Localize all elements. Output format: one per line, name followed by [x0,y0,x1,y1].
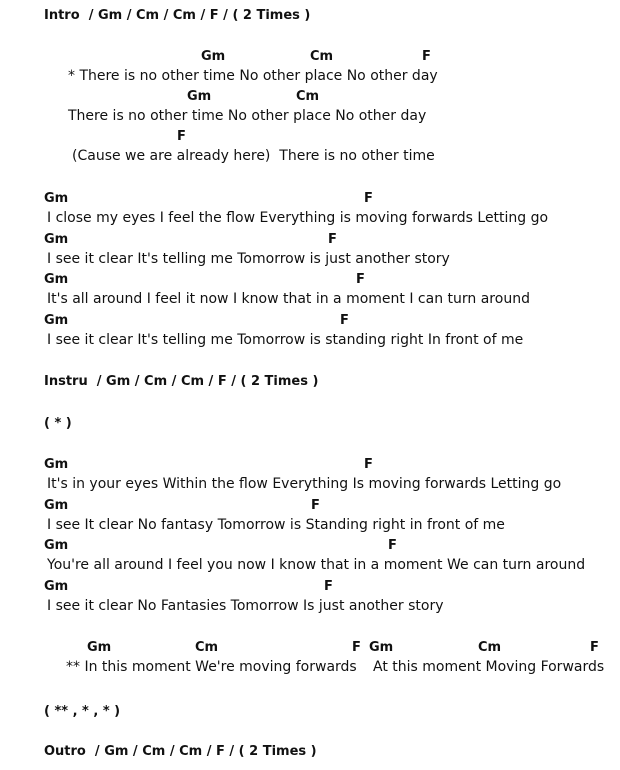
lyric-line: You're all around I feel you now I know that in a moment We can turn around [47,557,586,573]
chord-f: F [311,498,320,513]
chord-cm: Cm [195,640,219,655]
lyric-line: I close my eyes I feel the flow Everything is moving forwards Letting go [47,210,549,226]
lyric-line: I see it clear It's telling me Tomorrow is just another story [47,251,450,267]
chord-f: F [328,232,337,247]
lyric-line: I see it clear It's telling me Tomorrow is standing right In front of me [47,332,524,348]
lyric-line: (Cause we are already here) There is no other time [72,148,435,164]
chord-gm: Gm [44,457,69,472]
chord-f: F [340,313,349,328]
chord-cm: Cm [310,49,334,64]
chord-f: F [364,191,373,206]
lyric-line: * There is no other time No other place No other day [68,68,438,84]
chord-cm: Cm [478,640,502,655]
lyric-line: I see It clear No fantasy Tomorrow is Standing right in front of me [47,517,505,533]
chord-f: F [177,129,186,144]
lyric-line: ** In this moment We're moving forwards [66,659,357,675]
repeat-all-marker: ( ** , * , * ) [44,704,121,719]
chord-gm: Gm [44,313,69,328]
outro-line: Outro / Gm / Cm / Cm / F / ( 2 Times ) [44,744,317,759]
chord-f: F [352,640,361,655]
chord-gm: Gm [44,232,69,247]
chord-cm: Cm [296,89,320,104]
intro-line: Intro / Gm / Cm / Cm / F / ( 2 Times ) [44,8,311,23]
chord-gm: Gm [201,49,226,64]
chord-gm: Gm [44,191,69,206]
lyric-line: It's in your eyes Within the flow Everything Is moving forwards Letting go [47,476,562,492]
lyric-line: It's all around I feel it now I know that in a moment I can turn around [47,291,530,307]
chord-f: F [324,579,333,594]
repeat-chorus-marker: ( * ) [44,416,72,431]
lyric-line: There is no other time No other place No other day [68,108,427,124]
chord-f: F [422,49,431,64]
chord-gm: Gm [44,538,69,553]
chord-gm: Gm [87,640,112,655]
lyric-line: I see it clear No Fantasies Tomorrow Is just another story [47,598,444,614]
chord-gm: Gm [44,498,69,513]
chord-f: F [590,640,599,655]
chord-gm: Gm [369,640,394,655]
chord-gm: Gm [44,579,69,594]
instru-line: Instru / Gm / Cm / Cm / F / ( 2 Times ) [44,374,319,389]
chord-f: F [356,272,365,287]
chord-f: F [388,538,397,553]
chord-gm: Gm [44,272,69,287]
chord-gm: Gm [187,89,212,104]
chord-f: F [364,457,373,472]
lyric-line: At this moment Moving Forwards [373,659,605,675]
